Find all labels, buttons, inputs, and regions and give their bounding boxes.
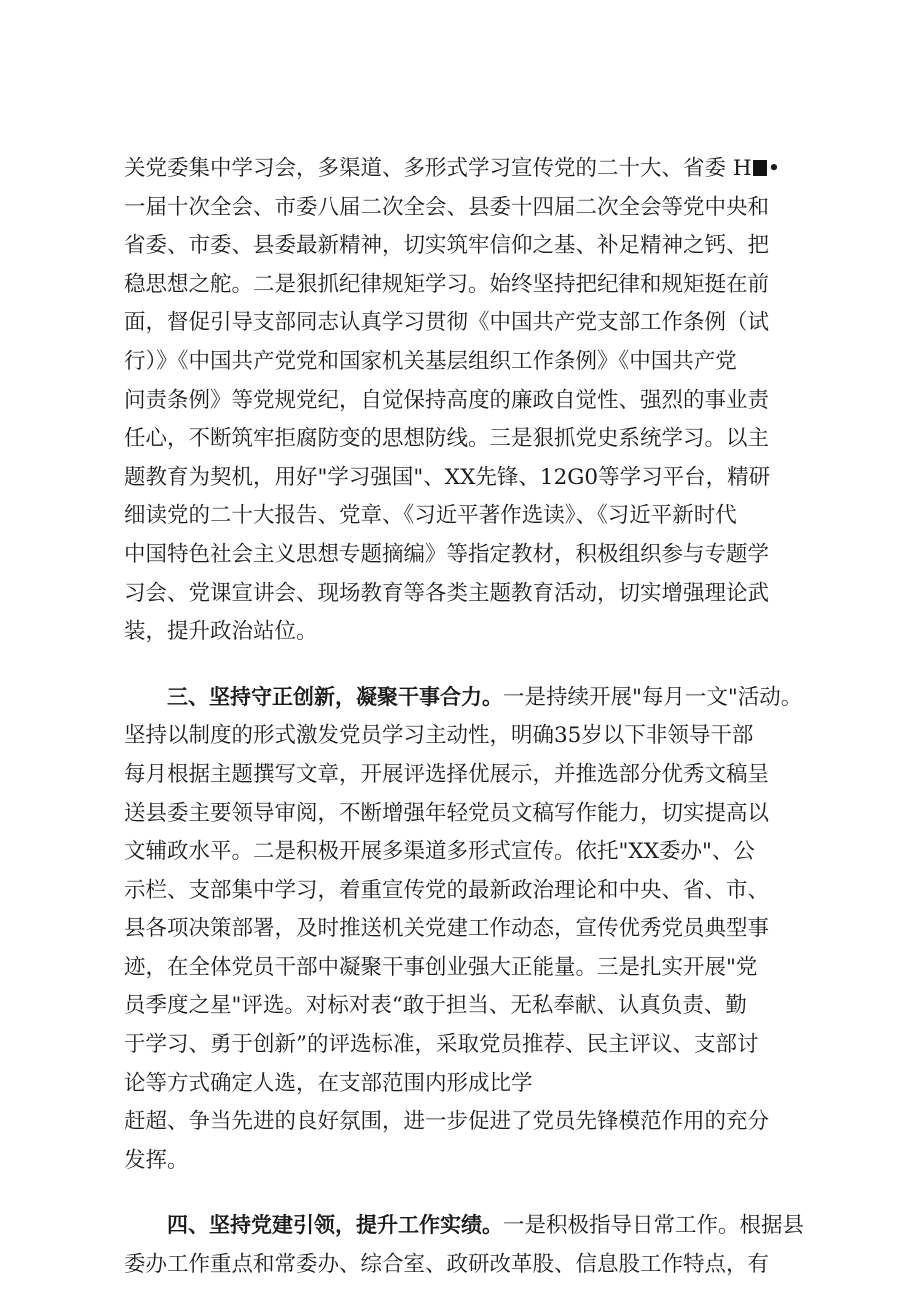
text-line: 委办工作重点和常委办、综合室、政研改革股、信息股工作特点，有: [124, 1252, 770, 1278]
paragraph-innovation: [124, 678, 808, 1181]
text-line: 问责条例》等党规党纪，自觉保持高度的廉政自觉性、强烈的事业责: [124, 387, 770, 413]
text-line: 习会、党课宣讲会、现场教育等各类主题教育活动，切实增强理论武: [124, 580, 770, 606]
text-line: 论等方式确定人选，在支部范围内形成比学: [124, 1070, 533, 1096]
redaction-mark: [753, 160, 767, 176]
redaction-tail: •: [767, 156, 781, 181]
text-line: 示栏、支部集中学习，着重宣传党的最新政治理论和中央、省、市、: [124, 877, 770, 903]
text-line: 迹，在全体党员干部中凝聚干事创业强大正能量。三是扎实开展"党: [124, 954, 758, 980]
text-line: 题教育为契机，用好"学习强国"、XX先锋、12G0等学习平台，精研: [124, 464, 771, 490]
text-line: [124, 678, 808, 718]
text-line: [124, 150, 808, 189]
document-body: [124, 150, 808, 1285]
text-line: 装，提升政治站位。: [124, 619, 318, 645]
text-line: 于学习、勇于创新”的评选标准，采取党员推荐、民主评议、支部讨: [124, 1032, 759, 1058]
text-line: 发挥。: [124, 1147, 189, 1173]
paragraph-leadership: [124, 1206, 808, 1284]
text-line: [124, 1206, 808, 1246]
text-line: 每月根据主题撰写文章，开展评选择优展示，并推选部分优秀文稿呈: [124, 761, 770, 787]
text-line-content: 关党委集中学习会，多渠道、多形式学习宣传党的二十大、省委 H: [124, 156, 752, 181]
text-line-content: 一是持续开展"每月一文"活动。: [503, 684, 803, 710]
text-line: 赶超、争当先进的良好氛围，进一步促进了党员先锋模范作用的充分: [124, 1109, 770, 1135]
text-line: 文辅政水平。二是积极开展多渠道多形式宣传。依托"XX委办"、公: [124, 839, 755, 865]
text-line: 省委、市委、县委最新精神，切实筑牢信仰之基、补足精神之钙、把: [124, 233, 770, 259]
text-line: 坚持以制度的形式激发党员学习主动性，明确35岁以下非领导干部: [124, 723, 754, 749]
text-line: 员季度之星"评选。对标对表“敢于担当、无私奉献、认真负责、勤: [124, 993, 747, 1019]
section-heading: 三、坚持守正创新，凝聚干事合力。: [167, 684, 503, 709]
text-line: 面，督促引导支部同志认真学习贯彻《中国共产党支部工作条例（试: [124, 310, 770, 336]
text-line: 任心，不断筑牢拒腐防变的思想防线。三是狠抓党史系统学习。以主: [124, 426, 770, 452]
text-line-content: 一是积极指导日常工作。根据县: [503, 1213, 805, 1239]
text-line: 送县委主要领导审阅，不断增强年轻党员文稿写作能力，切实提高以: [124, 800, 770, 826]
text-line: 县各项决策部署，及时推送机关党建工作动态，宣传优秀党员典型事: [124, 916, 770, 942]
text-line: 稳思想之舵。二是狠抓纪律规矩学习。始终坚持把纪律和规矩挺在前: [124, 271, 770, 297]
text-line: 一届十次全会、市委八届二次全会、县委十四届二次全会等党中央和: [124, 194, 770, 220]
text-line: 中国特色社会主义思想专题摘编》等指定教材，积极组织参与专题学: [124, 541, 770, 567]
section-heading: 四、坚持党建引领，提升工作实绩。: [167, 1213, 503, 1238]
text-line: 行）》《中国共产党党和国家机关基层组织工作条例》《中国共产党: [124, 348, 737, 374]
text-line: 细读党的二十大报告、党章、《习近平著作选读》、《习近平新时代: [124, 503, 737, 529]
paragraph-study: [124, 150, 808, 652]
